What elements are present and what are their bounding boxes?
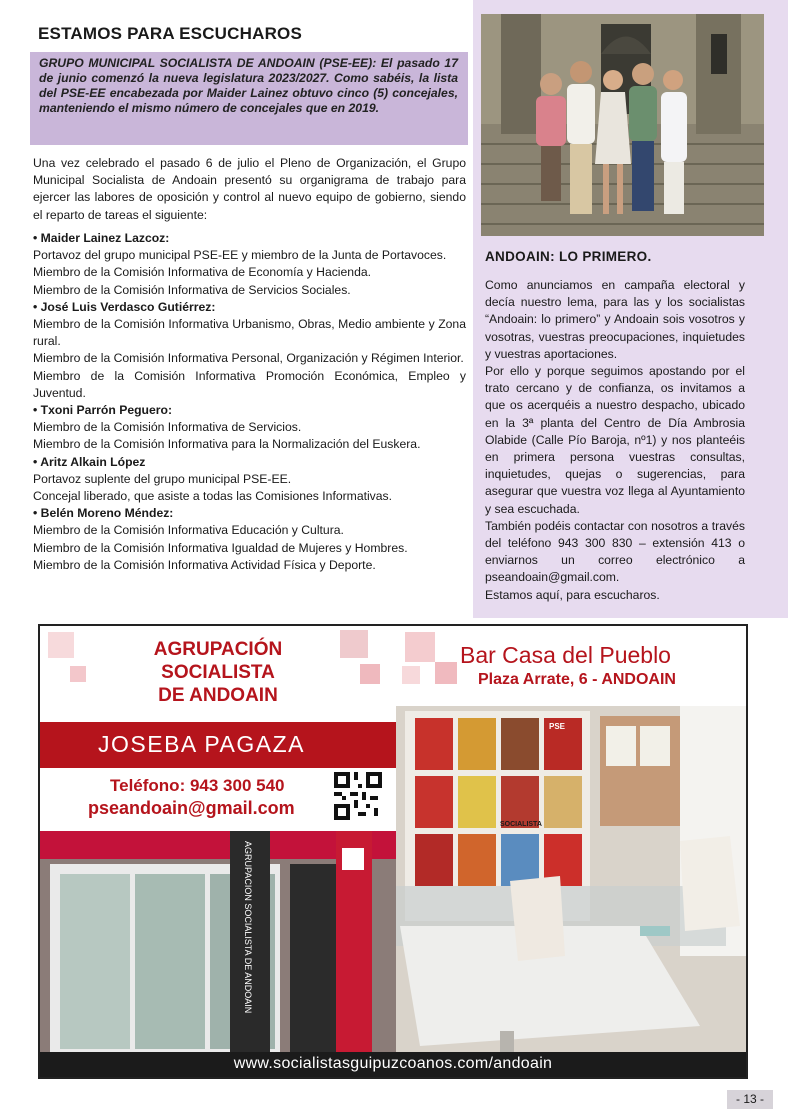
sidebar-paragraph: Estamos aquí, para escucharos. (485, 587, 660, 602)
storefront-sign: AGRUPACION SOCIALISTA DE ANDOAIN (243, 841, 253, 1014)
intro-paragraph: Una vez celebrado el pasado 6 de julio el Pleno de Organización, el Grupo Municipal Socialista de Andoain presentó su organigrama de trabajo para ejercer las labores de oposición y control al nuevo equipo de gobierno, siendo el reparto de tareas el siguiente: (33, 156, 466, 222)
member-role: Miembro de la Comisión Informativa Personal, Organización y Régimen Interior. (33, 351, 464, 366)
member-name: • Maider Lainez Lazcoz: (33, 231, 170, 245)
member-role: Miembro de la Comisión Informativa Actividad Física y Deporte. (33, 557, 376, 572)
ad-organization-line: DE ANDOAIN (158, 685, 278, 706)
member-role: Concejal liberado, que asiste a todas las Comisiones Informativas. (33, 489, 393, 504)
sidebar-text (485, 277, 745, 604)
member-name: • Txoni Parrón Peguero: (33, 403, 173, 418)
group-photo (481, 14, 764, 236)
ad-organization-line: AGRUPACIÓN (153, 639, 283, 660)
ad-bar-name: Bar Casa del Pueblo (460, 642, 671, 668)
ad-person-name: JOSEBA PAGAZA (98, 731, 305, 757)
page-number: - 13 - (727, 1090, 773, 1109)
sidebar-paragraph: También podéis contactar con nosotros a través del teléfono 943 300 830 – extensión 413 o enviarnos un correo electrónico a pseandoain@gmail.com. (485, 518, 745, 585)
advertisement (38, 624, 748, 1079)
ad-url-link[interactable]: www.socialistasguipuzcoanos.com/andoain (233, 1055, 553, 1072)
sidebar-paragraph: Como anunciamos en campaña electoral y decía nuestro lema, para las y los socialistas “Andoain: lo primero” y Andoain sois vosotros y vosotras, vuestras preocupaciones, inquietudes y vuestras aportaciones. (485, 278, 745, 361)
member-role: Miembro de la Comisión Informativa para la Normalización del Euskera. (33, 437, 421, 452)
qr-code-icon (334, 772, 382, 820)
ad-phone: Teléfono: 943 300 540 (110, 776, 285, 795)
poster-logo: PSE (549, 722, 566, 731)
intro-highlight-box: GRUPO MUNICIPAL SOCIALISTA DE ANDOAIN (PSE-EE): El pasado 17 de junio comenzó la nueva legislatura 2023/2027. Como sabéis, la lista del PSE-EE encabezada por Maider Lainez obtuvo cinco (5) concejales, manteniendo el mismo número de concejales que en 2019. (30, 52, 468, 145)
ad-email: pseandoain@gmail.com (88, 798, 295, 818)
member-role: Miembro de la Comisión Informativa de Economía y Hacienda. (33, 265, 372, 280)
sidebar-paragraph: Por ello y porque seguimos apostando por el trato cercano y de confianza, os invitamos a que os acerquéis a nuestro despacho, ubicado en la 3ª planta del Centro de Día Ambrosia Olabide (Calle Pío Baroja, nº1) y nos planteéis en primera persona vuestras consultas, inquietudes, quejas o sugerencias, para asegurar que vuestra voz llega al Ayuntamiento y sea escuchada. (485, 364, 745, 516)
members-list (33, 230, 466, 574)
member-role: Miembro de la Comisión Informativa Educación y Cultura. (33, 523, 344, 538)
member-role: Miembro de la Comisión Informativa de Servicios Sociales. (33, 282, 351, 297)
sidebar-title: ANDOAIN: LO PRIMERO. (485, 249, 652, 264)
member-role: Miembro de la Comisión Informativa de Servicios. (33, 420, 302, 435)
member-name: • Belén Moreno Méndez: (33, 506, 174, 521)
page-title: ESTAMOS PARA ESCUCHAROS (38, 24, 303, 43)
member-role: Portavoz suplente del grupo municipal PSE-EE. (33, 471, 292, 486)
member-role: Portavoz del grupo municipal PSE-EE y miembro de la Junta de Portavoces. (33, 248, 447, 263)
member-name: • Aritz Alkain López (33, 454, 146, 469)
member-role: Miembro de la Comisión Informativa Urbanismo, Obras, Medio ambiente y Zona rural. (33, 317, 466, 349)
member-role: Miembro de la Comisión Informativa Igualdad de Mujeres y Hombres. (33, 540, 408, 555)
ad-organization-name (40, 638, 396, 707)
poster-caption: SOCIALISTA (500, 821, 542, 828)
ad-bar-address: Plaza Arrate, 6 - ANDOAIN (478, 671, 676, 688)
ad-organization-line: SOCIALISTA (161, 662, 275, 683)
member-name: • José Luis Verdasco Gutiérrez: (33, 299, 216, 314)
member-role: Miembro de la Comisión Informativa Promoción Económica, Empleo y Juventud. (33, 368, 466, 400)
